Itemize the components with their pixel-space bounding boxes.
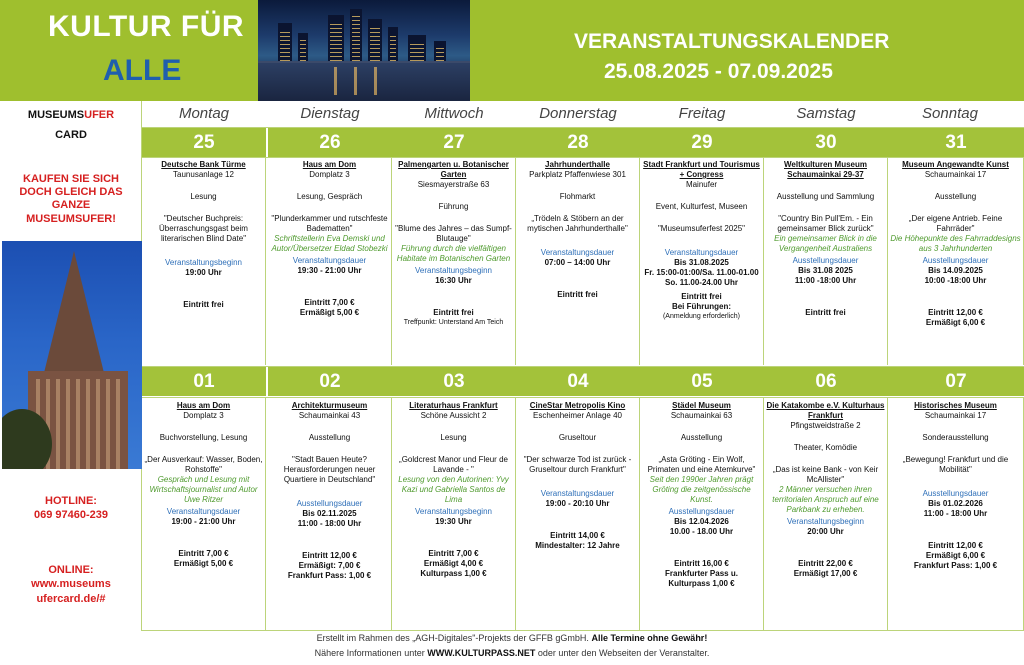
- event-price: Eintritt 7,00 €: [428, 549, 479, 558]
- event-time-label: Ausstellungsdauer: [922, 489, 989, 498]
- city-skyline-image: [258, 0, 470, 101]
- day-number: 30: [764, 128, 888, 157]
- event-note: Ein gemeinsamer Blick in die Vergangenheit Australiens: [774, 234, 877, 253]
- event-title: „Asta Gröting - Ein Wolf, Primaten und eine Atemkurve": [647, 455, 756, 474]
- event-venue: Architekturmuseum: [291, 401, 368, 410]
- hotline: HOTLINE: 069 97460-239: [33, 495, 108, 522]
- event-time: 20:00 Uhr: [807, 527, 844, 536]
- calendar-title: VERANSTALTUNGSKALENDER: [574, 30, 890, 53]
- event-price-detail: Frankfurter Pass u.: [665, 569, 738, 578]
- day-number: 05: [640, 367, 764, 396]
- event-time-label: Ausstellungsdauer: [922, 256, 989, 265]
- day-number: 02: [268, 367, 392, 396]
- promo-text: KAUFEN SIE SICH DOCH GLEICH DAS GANZE MUSEUMSUFER!: [19, 173, 123, 225]
- event-type: Lesung, Gespräch: [296, 192, 363, 201]
- event-type: Buchvorstellung, Lesung: [159, 433, 248, 442]
- event-title: „Das ist keine Bank - von Keir McAllister": [772, 465, 879, 484]
- event-price-detail: Ermäßigt 17,00 €: [793, 569, 858, 578]
- event-time: 19:00 - 21:00 Uhr: [171, 517, 236, 526]
- grid-line: [142, 366, 1024, 367]
- event-title: "Stadt Bauen Heute? Herausforderungen neuer Quartiere in Deutschland": [283, 455, 376, 484]
- event-venue: Literaturhaus Frankfurt: [409, 401, 498, 410]
- event-title: „Trödeln & Stöbern an der mytischen Jahrhunderthalle": [527, 214, 628, 233]
- event-note: 2 Männer versuchen ihren territorialen Anspruch auf eine Parkbank zu erheben.: [772, 485, 879, 514]
- event-time-detail: 11:00 - 18:00 Uhr: [297, 519, 362, 528]
- event-time: 16:30 Uhr: [435, 276, 472, 285]
- event-time-label: Ausstellungsdauer: [668, 507, 735, 516]
- event-note: Lesung von den Autorinen: Yvy Kazi und Gabriella Santos de Lima: [398, 475, 509, 504]
- event-time-label: Veranstaltungsdauer: [292, 256, 367, 265]
- event-address: Taunusanlage 12: [173, 170, 234, 179]
- event-time: 07:00 – 14:00 Uhr: [544, 258, 611, 267]
- event-time: Bis 12.04.2026: [674, 517, 729, 526]
- event-title: „Der eigene Antrieb. Feine Fahrräder": [908, 214, 1003, 233]
- event-address: Mainufer: [685, 180, 718, 189]
- header-banner: [0, 0, 1024, 101]
- event-title: "Country Bin Pull'Em. - Ein gemeinsamer Blick zurück": [777, 214, 874, 233]
- brand-line-2: ALLE: [103, 54, 182, 87]
- event-venue: Palmengarten u. Botanischer Garten: [398, 160, 509, 179]
- event-note: Führung durch die vielfältigen Habitate im Botanischen Garten: [396, 244, 511, 263]
- event-cell[interactable]: [142, 157, 266, 365]
- weekday-freitag: Freitag: [678, 105, 726, 122]
- event-address: Parkplatz Pfaffenwiese 301: [529, 170, 626, 179]
- event-type: Ausstellung: [308, 433, 351, 442]
- event-address: Schaumainkai 63: [670, 411, 733, 420]
- event-type: Flohmarkt: [559, 192, 596, 201]
- event-time-label: Veranstaltungsbeginn: [787, 517, 864, 526]
- event-price: Eintritt 22,00 €: [798, 559, 853, 568]
- event-price: Eintritt 14,00 €: [550, 531, 605, 540]
- event-venue: Historisches Museum: [914, 401, 997, 410]
- event-address: Domplatz 3: [183, 411, 224, 420]
- event-price: Eintritt frei: [557, 290, 598, 299]
- event-price: Eintritt frei: [681, 292, 722, 301]
- event-title: "Der schwarze Tod ist zurück - Gruseltour durch Frankfurt": [523, 455, 632, 474]
- event-price: Eintritt frei: [183, 300, 224, 309]
- day-number: 04: [516, 367, 640, 396]
- event-address: Schaumainkai 17: [924, 411, 987, 420]
- museumsufer-logo-text: MUSEUMSUFER: [27, 109, 115, 121]
- event-type: Lesung: [440, 433, 467, 442]
- event-note: Gespräch und Lesung mit Wirtschaftsjournalist und Autor Uwe Ritzer: [149, 475, 258, 504]
- day-number: 25: [142, 128, 266, 157]
- event-time-detail: 11:00 - 18:00 Uhr: [923, 509, 988, 518]
- event-price-detail: Ermäßigt 4,00 €: [423, 559, 484, 568]
- event-cell[interactable]: [764, 157, 888, 365]
- event-time: Bis 31.08.2025: [674, 258, 729, 267]
- event-type: Event, Kulturfest, Museen: [655, 202, 748, 211]
- event-venue: Deutsche Bank Türme: [161, 160, 246, 169]
- event-address: Domplatz 3: [309, 170, 350, 179]
- day-number: 06: [764, 367, 888, 396]
- event-note: Die Höhepunkte des Fahrraddesigns aus 3 Jahrhunderten: [890, 234, 1021, 253]
- event-price: Eintritt frei: [805, 308, 846, 317]
- event-time-label: Veranstaltungsbeginn: [415, 507, 492, 516]
- event-venue: Städel Museum: [672, 401, 731, 410]
- event-venue: Weltkulturen Museum Schaumainkai 29-37: [784, 160, 867, 179]
- event-price-detail: (Anmeldung erforderlich): [662, 313, 741, 320]
- event-note: Seit den 1990er Jahren prägt Gröting die zeitgenössische Kunst.: [649, 475, 754, 504]
- day-number: 07: [888, 367, 1024, 396]
- event-venue: Stadt Frankfurt und Tourismus + Congress: [643, 160, 760, 179]
- event-time-label: Veranstaltungsdauer: [166, 507, 241, 516]
- event-price-detail: Ermäßigt 5,00 €: [173, 559, 234, 568]
- weekday-donnerstag: Donnerstag: [539, 105, 617, 122]
- event-time-label: Veranstaltungsdauer: [540, 489, 615, 498]
- event-time-detail: 10:00 -18:00 Uhr: [924, 276, 987, 285]
- event-price: Eintritt 12,00 €: [302, 551, 357, 560]
- event-title: „Der Ausverkauf: Wasser, Boden, Rohstoffe": [144, 455, 263, 474]
- event-note: Schriftstellerin Eva Demski und Autor/Übersetzer Eldad Stobezki: [271, 234, 388, 253]
- day-number: 29: [640, 128, 764, 157]
- event-price: Eintritt 16,00 €: [674, 559, 729, 568]
- event-address: Pfingstweidstraße 2: [790, 421, 861, 430]
- card-label: CARD: [55, 129, 87, 141]
- event-type: Ausstellung: [680, 433, 723, 442]
- event-price-detail: Ermäßigt 5,00 €: [299, 308, 360, 317]
- event-address: Schaumainkai 17: [924, 170, 987, 179]
- grid-line: [142, 397, 1024, 398]
- event-time-label: Ausstellungsdauer: [296, 499, 363, 508]
- event-time-detail: Fr. 15:00-01:00/Sa. 11.00-01.00: [644, 268, 759, 277]
- event-cell[interactable]: [142, 398, 266, 631]
- event-time: 19:00 Uhr: [185, 268, 222, 277]
- brand-line-1: KULTUR FÜR: [48, 10, 245, 43]
- event-cell[interactable]: [640, 398, 764, 631]
- event-venue: Haus am Dom: [176, 401, 231, 410]
- event-price: Eintritt 7,00 €: [304, 298, 355, 307]
- event-price-detail: Ermäßigt: 7,00 €: [298, 561, 361, 570]
- day-number: 31: [888, 128, 1024, 157]
- event-title: "Museumsuferfest 2025": [657, 224, 746, 233]
- event-time: Bis 01.02.2026: [928, 499, 983, 508]
- event-price-detail: Kulturpass 1,00 €: [668, 579, 735, 588]
- event-cell[interactable]: [392, 157, 516, 365]
- kulturpass-link[interactable]: WWW.KULTURPASS.NET: [427, 648, 536, 658]
- event-type: Ausstellung: [934, 192, 977, 201]
- event-price-detail: Mindestalter: 12 Jahre: [535, 541, 620, 550]
- event-venue: CineStar Metropolis Kino: [529, 401, 626, 410]
- event-time: 19:30 Uhr: [435, 517, 472, 526]
- footer: Erstellt im Rahmen des „AGH-Digitales"-Projekts der GFFB gGmbH. Alle Termine ohne Gewähr! Nähere Informationen unter WWW.KULTURPASS.NET oder unter den Webseiten der Veranstalter.: [314, 633, 710, 658]
- event-type: Gruseltour: [558, 433, 597, 442]
- event-time: 19:00 - 20:10 Uhr: [545, 499, 610, 508]
- event-time-label: Ausstellungsdauer: [792, 256, 859, 265]
- event-type: Theater, Komödie: [793, 443, 858, 452]
- day-number: 03: [392, 367, 516, 396]
- event-cell[interactable]: [268, 157, 392, 365]
- event-time: Bis 31.08 2025: [798, 266, 853, 275]
- event-type: Lesung: [190, 192, 217, 201]
- event-type: Ausstellung und Sammlung: [776, 192, 875, 201]
- event-time-label: Veranstaltungsdauer: [540, 248, 615, 257]
- event-title: "Plunderkammer und rutschfeste Badematten": [271, 214, 388, 233]
- weekday-sonntag: Sonntag: [922, 105, 978, 122]
- event-time-detail: 11:00 -18:00 Uhr: [794, 276, 857, 285]
- day-number: 01: [142, 367, 266, 396]
- event-cell[interactable]: [516, 157, 640, 365]
- day-number: 26: [268, 128, 392, 157]
- event-title: „Goldcrest Manor und Fleur de Lavande - ": [399, 455, 508, 474]
- event-price-detail: Ermäßigt 6,00 €: [925, 551, 986, 560]
- sidebar: [0, 101, 142, 631]
- event-type: Führung: [438, 202, 469, 211]
- weekday-samstag: Samstag: [796, 105, 856, 122]
- event-cell[interactable]: [888, 157, 1024, 365]
- event-time: Bis 02.11.2025: [302, 509, 357, 518]
- event-price: Eintritt frei: [433, 308, 474, 317]
- event-price: Eintritt 7,00 €: [178, 549, 229, 558]
- event-cell[interactable]: [268, 398, 392, 631]
- event-time-label: Veranstaltungsbeginn: [415, 266, 492, 275]
- event-title: "Blume des Jahres – das Sumpf-Blutauge": [395, 224, 512, 243]
- event-price-detail: Bei Führungen:: [671, 302, 732, 311]
- day-number: 27: [392, 128, 516, 157]
- event-price-detail: Frankfurt Pass: 1,00 €: [287, 571, 372, 580]
- calendar-date-range: 25.08.2025 - 07.09.2025: [604, 60, 833, 83]
- online-link[interactable]: ONLINE: www.museums ufercard.de/#: [31, 564, 111, 605]
- event-address: Eschenheimer Anlage 40: [533, 411, 622, 420]
- event-venue: Haus am Dom: [302, 160, 357, 169]
- weekday-dienstag: Dienstag: [300, 105, 360, 122]
- event-cell[interactable]: [888, 398, 1024, 631]
- event-time: 19:30 - 21:00 Uhr: [297, 266, 362, 275]
- event-address: Schöne Aussicht 2: [420, 411, 487, 420]
- event-cell[interactable]: [392, 398, 516, 631]
- event-cell[interactable]: [640, 157, 764, 365]
- event-title: "Deutscher Buchpreis: Überraschungsgast beim literarischen Blind Date": [159, 214, 248, 243]
- event-venue: Museum Angewandte Kunst: [902, 160, 1009, 169]
- event-time-detail: So. 11.00-24.00 Uhr: [665, 278, 738, 287]
- event-price: Eintritt 12,00 €: [928, 308, 983, 317]
- event-address: Siesmayerstraße 63: [417, 180, 490, 189]
- event-price: Eintritt 12,00 €: [928, 541, 983, 550]
- grid-line: [142, 127, 1024, 128]
- event-cell[interactable]: [764, 398, 888, 631]
- event-price-detail: Frankfurt Pass: 1,00 €: [913, 561, 998, 570]
- cathedral-tower-image: [2, 241, 142, 469]
- event-price-detail: Kulturpass 1,00 €: [420, 569, 487, 578]
- event-venue: Jahrhunderthalle: [545, 160, 610, 169]
- grid-line: [142, 157, 1024, 158]
- event-venue: Die Katakombe e.V. Kulturhaus Frankfurt: [766, 401, 885, 420]
- event-type: Sonderausstellung: [922, 433, 989, 442]
- event-title: „Bewegung! Frankfurt und die Mobilität": [902, 455, 1009, 474]
- event-time: Bis 14.09.2025: [928, 266, 983, 275]
- weekday-mittwoch: Mittwoch: [424, 105, 484, 122]
- weekday-montag: Montag: [178, 105, 230, 122]
- event-cell[interactable]: [516, 398, 640, 631]
- event-price-detail: Treffpunkt: Unterstand Am Teich: [403, 319, 504, 326]
- event-time-label: Veranstaltungsbeginn: [165, 258, 242, 267]
- event-time-label: Veranstaltungsdauer: [664, 248, 739, 257]
- event-address: Schaumainkai 43: [298, 411, 361, 420]
- event-price-detail: Ermäßigt 6,00 €: [925, 318, 986, 327]
- day-number: 28: [516, 128, 640, 157]
- event-time-detail: 10.00 - 18.00 Uhr: [669, 527, 734, 536]
